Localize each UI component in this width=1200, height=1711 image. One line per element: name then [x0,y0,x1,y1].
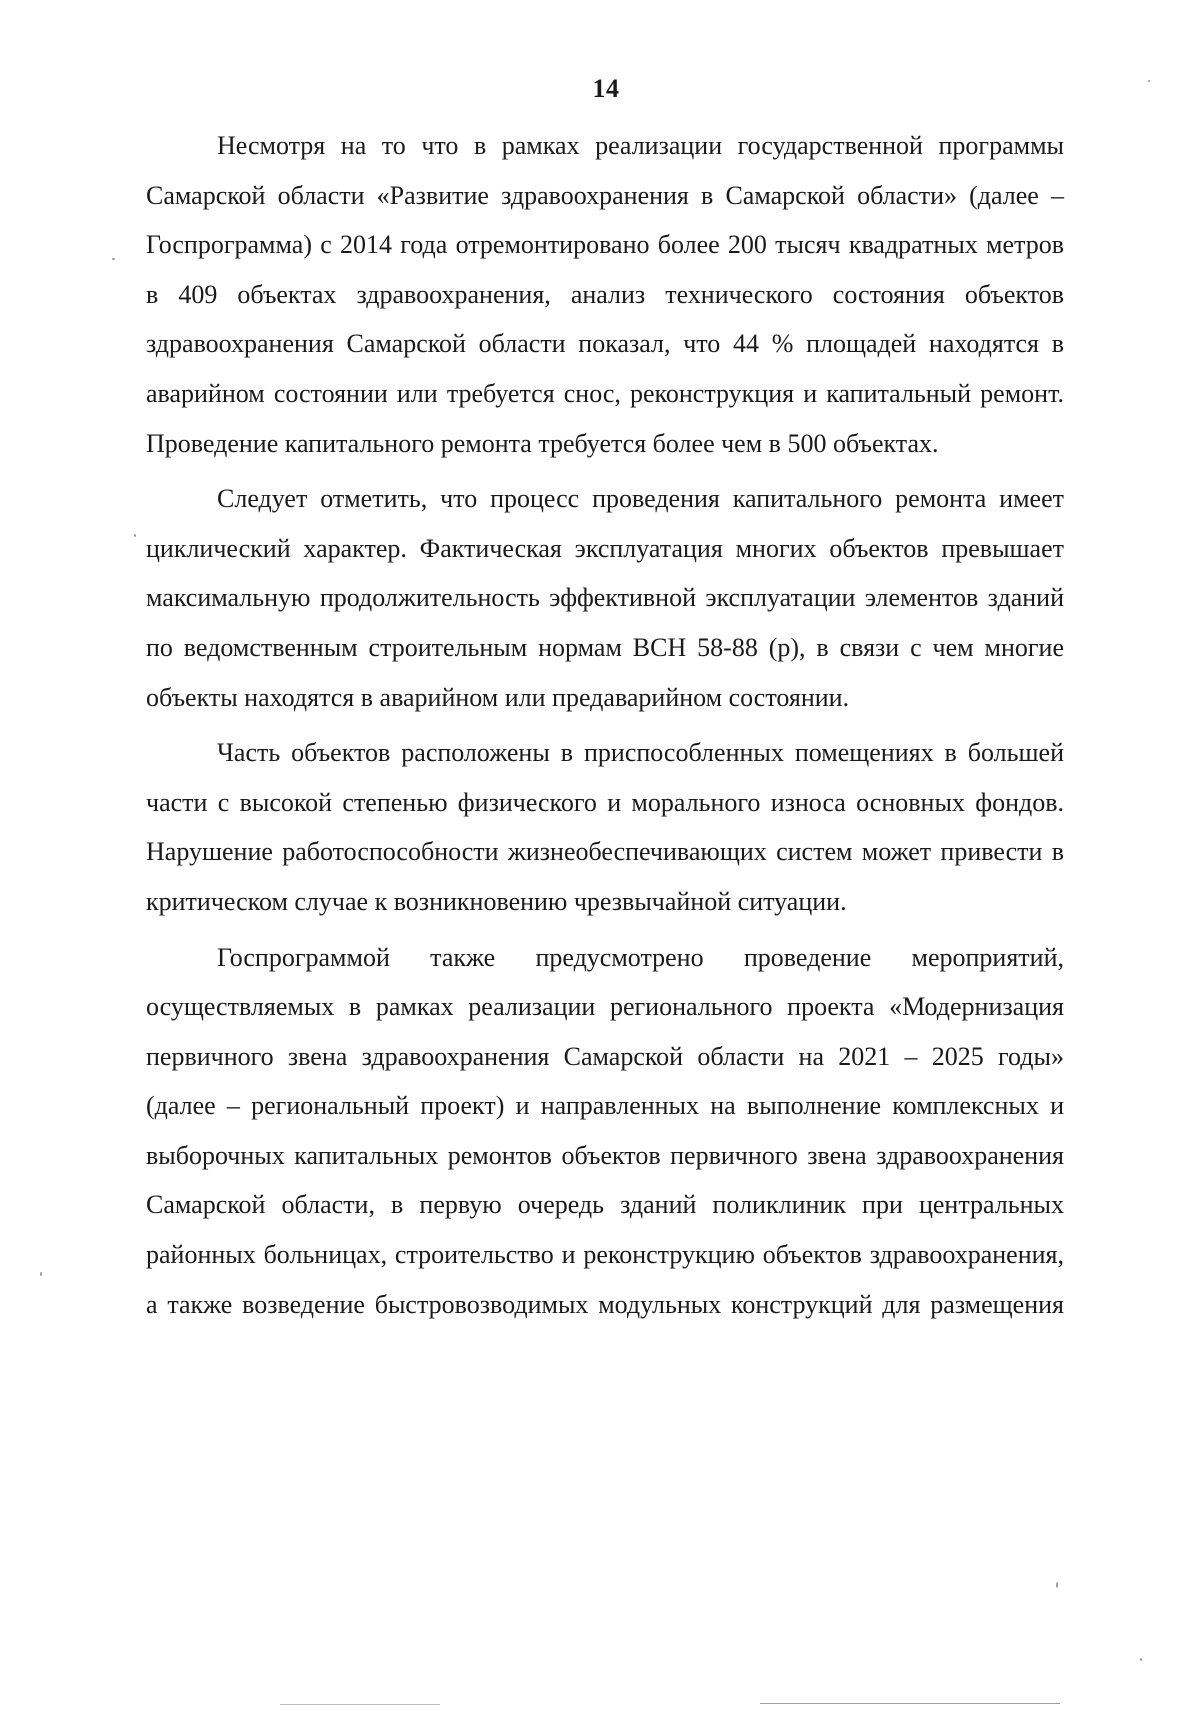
scan-speck [1148,80,1150,82]
paragraph-3: Часть объектов расположены в приспособленных помещениях в большей части с высокой степенью физического и морального износа основных фондов. Нарушение работоспособности жизнеобеспечивающих систем может привести в критическом случае к возникновению чрезвычайной ситуации. [146,738,1064,916]
scan-speck [1140,1658,1142,1661]
paragraph-4: Госпрограммой также предусмотрено проведение мероприятий, осуществляемых в рамках реализации регионального проекта «Модернизация первичного звена здравоохранения Самарской области на 2021 – 2025 годы» (далее – региональный проект) и направленных на выполнение комплексных и выборочных капитальных ремонтов объектов первичного звена здравоохранения Самарской области, в первую очередь зданий поликлиник при центральных районных больницах, строительство и реконструкцию объектов здравоохранения, а также возведение быстровозводимых модульных конструкций для размещения [146,942,1064,1319]
paragraph-2: Следует отметить, что процесс проведения капитального ремонта имеет циклический характер. Фактическая эксплуатация многих объектов превышает максимальную продолжительность эффективной эксплуатации элементов зданий по ведомственным строительным нормам ВСН 58-88 (р), в связи с чем многие объекты находятся в аварийном или предаварийном состоянии. [146,484,1064,712]
scan-speck [134,534,136,537]
scan-edge-line [280,1704,440,1705]
document-body [146,121,1064,1335]
scan-edge-line [760,1703,1060,1704]
scan-speck [112,258,115,260]
page-number: 14 [592,74,620,103]
scan-speck [40,1272,42,1276]
scan-speck [1056,1582,1058,1588]
paragraph-1: Несмотря на то что в рамках реализации государственной программы Самарской области «Развитие здравоохранения в Самарской области» (далее – Госпрограмма) с 2014 года отремонтировано более 200 тысяч квадратных метров в 409 объектах здравоохранения, анализ технического состояния объектов здравоохранения Самарской области показал, что 44 % площадей находятся в аварийном состоянии или требуется снос, реконструкция и капитальный ремонт. Проведение капитального ремонта требуется более чем в 500 объектах. [146,131,1064,458]
